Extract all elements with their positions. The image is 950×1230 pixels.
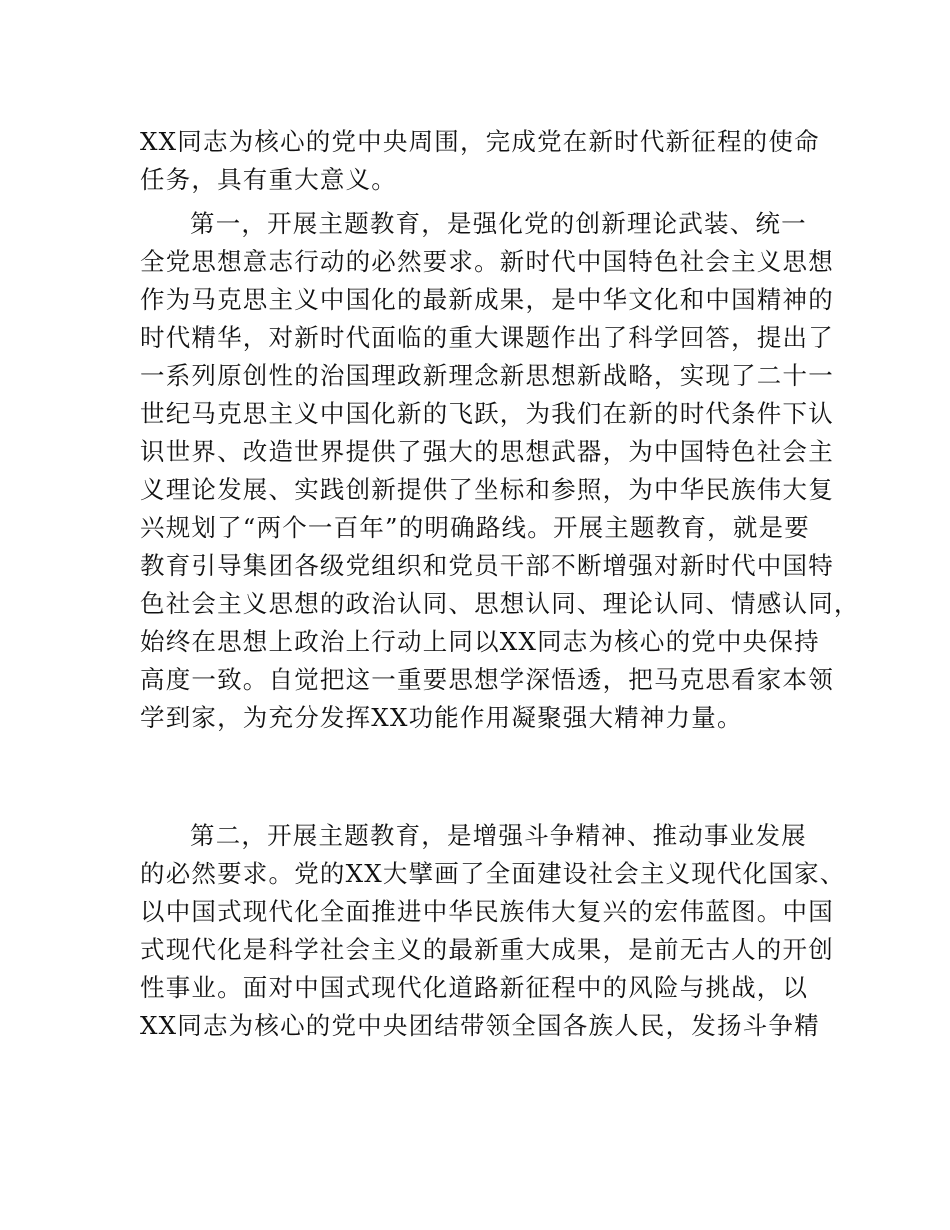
- text-line: 始终在思想上政治上行动上同以XX同志为核心的党中央保持: [140, 627, 820, 656]
- text-line: 教育引导集团各级党组织和党员干部不断增强对新时代中国特: [140, 551, 834, 580]
- text-line: 式现代化是科学社会主义的最新重大成果，是前无古人的开创: [140, 935, 834, 964]
- paragraph-first: [140, 205, 860, 737]
- text-line: 一系列原创性的治国理政新理念新思想新战略，实现了二十一: [140, 361, 834, 390]
- text-line: 时代精华，对新时代面临的重大课题作出了科学回答，提出了: [140, 323, 834, 352]
- text-line: 色社会主义思想的政治认同、思想认同、理论认同、情感认同，: [140, 589, 860, 618]
- text-line: 以中国式现代化全面推进中华民族伟大复兴的宏伟蓝图。中国: [140, 897, 834, 926]
- text-line: 义理论发展、实践创新提供了坐标和参照，为中华民族伟大复: [140, 475, 834, 504]
- paragraph-continuation: [140, 123, 840, 199]
- text-line: 任务，具有重大意义。: [140, 165, 397, 194]
- text-line: 兴规划了“两个一百年”的明确路线。开展主题教育，就是要: [140, 513, 810, 542]
- text-line: 世纪马克思主义中国化新的飞跃，为我们在新的时代条件下认: [140, 399, 834, 428]
- text-line: 第一，开展主题教育，是强化党的创新理论武装、统一: [190, 209, 807, 238]
- text-line: XX同志为核心的党中央周围，完成党在新时代新征程的使命: [140, 127, 820, 156]
- text-line: 第二，开展主题教育，是增强斗争精神、推动事业发展: [190, 821, 807, 850]
- text-line: 全党思想意志行动的必然要求。新时代中国特色社会主义思想: [140, 247, 834, 276]
- text-line: 的必然要求。党的XX大擘画了全面建设社会主义现代化国家、: [140, 859, 846, 888]
- text-line: 识世界、改造世界提供了强大的思想武器，为中国特色社会主: [140, 437, 834, 466]
- paragraph-second: [140, 817, 846, 1045]
- text-line: 作为马克思主义中国化的最新成果，是中华文化和中国精神的: [140, 285, 834, 314]
- text-line: XX同志为核心的党中央团结带领全国各族人民，发扬斗争精: [140, 1011, 820, 1040]
- text-line: 性事业。面对中国式现代化道路新征程中的风险与挑战，以: [140, 973, 809, 1002]
- text-line: 高度一致。自觉把这一重要思想学深悟透，把马克思看家本领: [140, 665, 834, 694]
- text-line: 学到家，为充分发挥XX功能作用凝聚强大精神力量。: [140, 703, 743, 732]
